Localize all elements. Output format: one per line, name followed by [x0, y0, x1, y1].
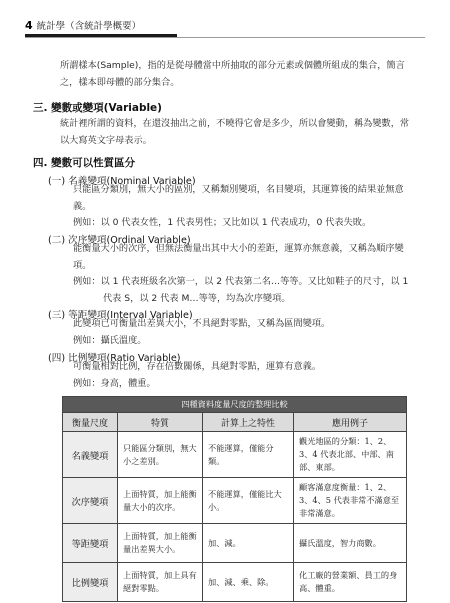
- text-line: 只能區分類別，無大小的區別，又稱類別變項，名目變項，其運算後的結果並無意: [73, 184, 404, 195]
- row-example: 觀光地區的分類：1、2、3、4 代表北部、中部、南部、東部。: [294, 432, 407, 478]
- text-line: 之，樣本即母體的部分集合。: [60, 76, 180, 88]
- header-example: 應用例子: [294, 413, 407, 432]
- sub-1-body: [73, 182, 413, 232]
- row-trait: 只能區分類別，無大小之差別。: [118, 432, 203, 478]
- table-header-row: [63, 413, 407, 432]
- header-trait: 特質: [118, 413, 203, 432]
- row-scale: 名義變項: [63, 432, 118, 478]
- text-line: 所謂樣本(Sample)，指的是從母體當中所抽取的部分元素或個體所組成的集合，簡言: [60, 60, 405, 71]
- row-scale: 比例變項: [63, 563, 118, 602]
- row-calc: 加、減、乘、除。: [203, 563, 294, 602]
- section-4-title: 四. 變數可以性質區分: [33, 157, 136, 169]
- example-line: 例如：攝氏溫度。: [73, 334, 147, 346]
- comparison-table: [62, 396, 407, 602]
- row-trait: 上面特質，加上具有絕對零點。: [118, 563, 203, 602]
- row-calc: 不能運算，僅能分類。: [203, 432, 294, 478]
- text-line: 義。: [73, 200, 92, 212]
- table-row: [63, 563, 407, 602]
- row-calc: 加、減。: [203, 524, 294, 563]
- row-scale: 等距變項: [63, 524, 118, 563]
- row-trait: 上面特質，加上能衡量大小的次序。: [118, 478, 203, 524]
- header-scale: 衡量尺度: [63, 413, 118, 432]
- example-line: 代表 S，以 2 代表 M…等等，均為次序變項。: [103, 292, 291, 304]
- intro-paragraph: [60, 58, 410, 91]
- example-line: 例如：身高，體重。: [73, 377, 156, 389]
- example-line: 例如：以 1 代表班級名次第一，以 2 代表第二名…等等。又比如鞋子的尺寸，以 1: [73, 276, 409, 287]
- text-line: 此變項已可衡量出差異大小，不具絕對零點，又稱為區間變項。: [73, 318, 331, 329]
- sub-3-body: [73, 316, 413, 349]
- header-calc: 計算上之特性: [203, 413, 294, 432]
- row-scale: 次序變項: [63, 478, 118, 524]
- section-3-title: 三. 變數或變項(Variable): [33, 102, 162, 114]
- sub-3-title: (三) 等距變項(Interval Variable): [48, 310, 193, 321]
- text-line: 項。: [73, 259, 92, 271]
- sub-1-title: (一) 名義變項(Nominal Variable): [48, 176, 196, 187]
- sub-4-title: (四) 比例變項(Ratio Variable): [48, 353, 181, 364]
- text-line: 可衡量相對比例，存在倍數關係，具絕對零點，運算有意義。: [73, 361, 322, 372]
- example-line: 例如：以 0 代表女性，1 代表男性；又比如以 1 代表成功，0 代表失敗。: [73, 217, 372, 228]
- sub-2-body: [73, 241, 413, 307]
- section-3-body: [60, 116, 410, 149]
- text-line: 能衡量大小的次序，但無法衡量出其中大小的差距，運算亦無意義，又稱為順序變: [73, 243, 404, 254]
- row-trait: 上面特質，加上能衡量出差異大小。: [118, 524, 203, 563]
- row-example: 顧客滿意度衡量：1、2、3、4、5 代表非常不滿意至非常滿意。: [294, 478, 407, 524]
- table-caption: 四種資料度量尺度的整理比較: [63, 397, 407, 413]
- sub-4-body: [73, 359, 413, 392]
- table-row: [63, 432, 407, 478]
- sub-2-title: (二) 次序變項(Ordinal Variable): [48, 235, 191, 246]
- page-header: [25, 18, 141, 32]
- row-example: 攝氏溫度，智力商數。: [294, 524, 407, 563]
- row-example: 化工廠的營業額、員工的身高、體重。: [294, 563, 407, 602]
- page-number: 4: [25, 18, 33, 32]
- table-row: [63, 524, 407, 563]
- row-calc: 不能運算，僅能比大小。: [203, 478, 294, 524]
- table-row: [63, 478, 407, 524]
- header-rule: [25, 37, 425, 38]
- text-line: 統計裡所謂的資料，在還沒抽出之前，不曉得它會是多少，所以會變動，稱為變數，常: [60, 118, 410, 129]
- book-title: 統計學（含統計學概要）: [36, 21, 142, 32]
- text-line: 以大寫英文字母表示。: [60, 134, 152, 146]
